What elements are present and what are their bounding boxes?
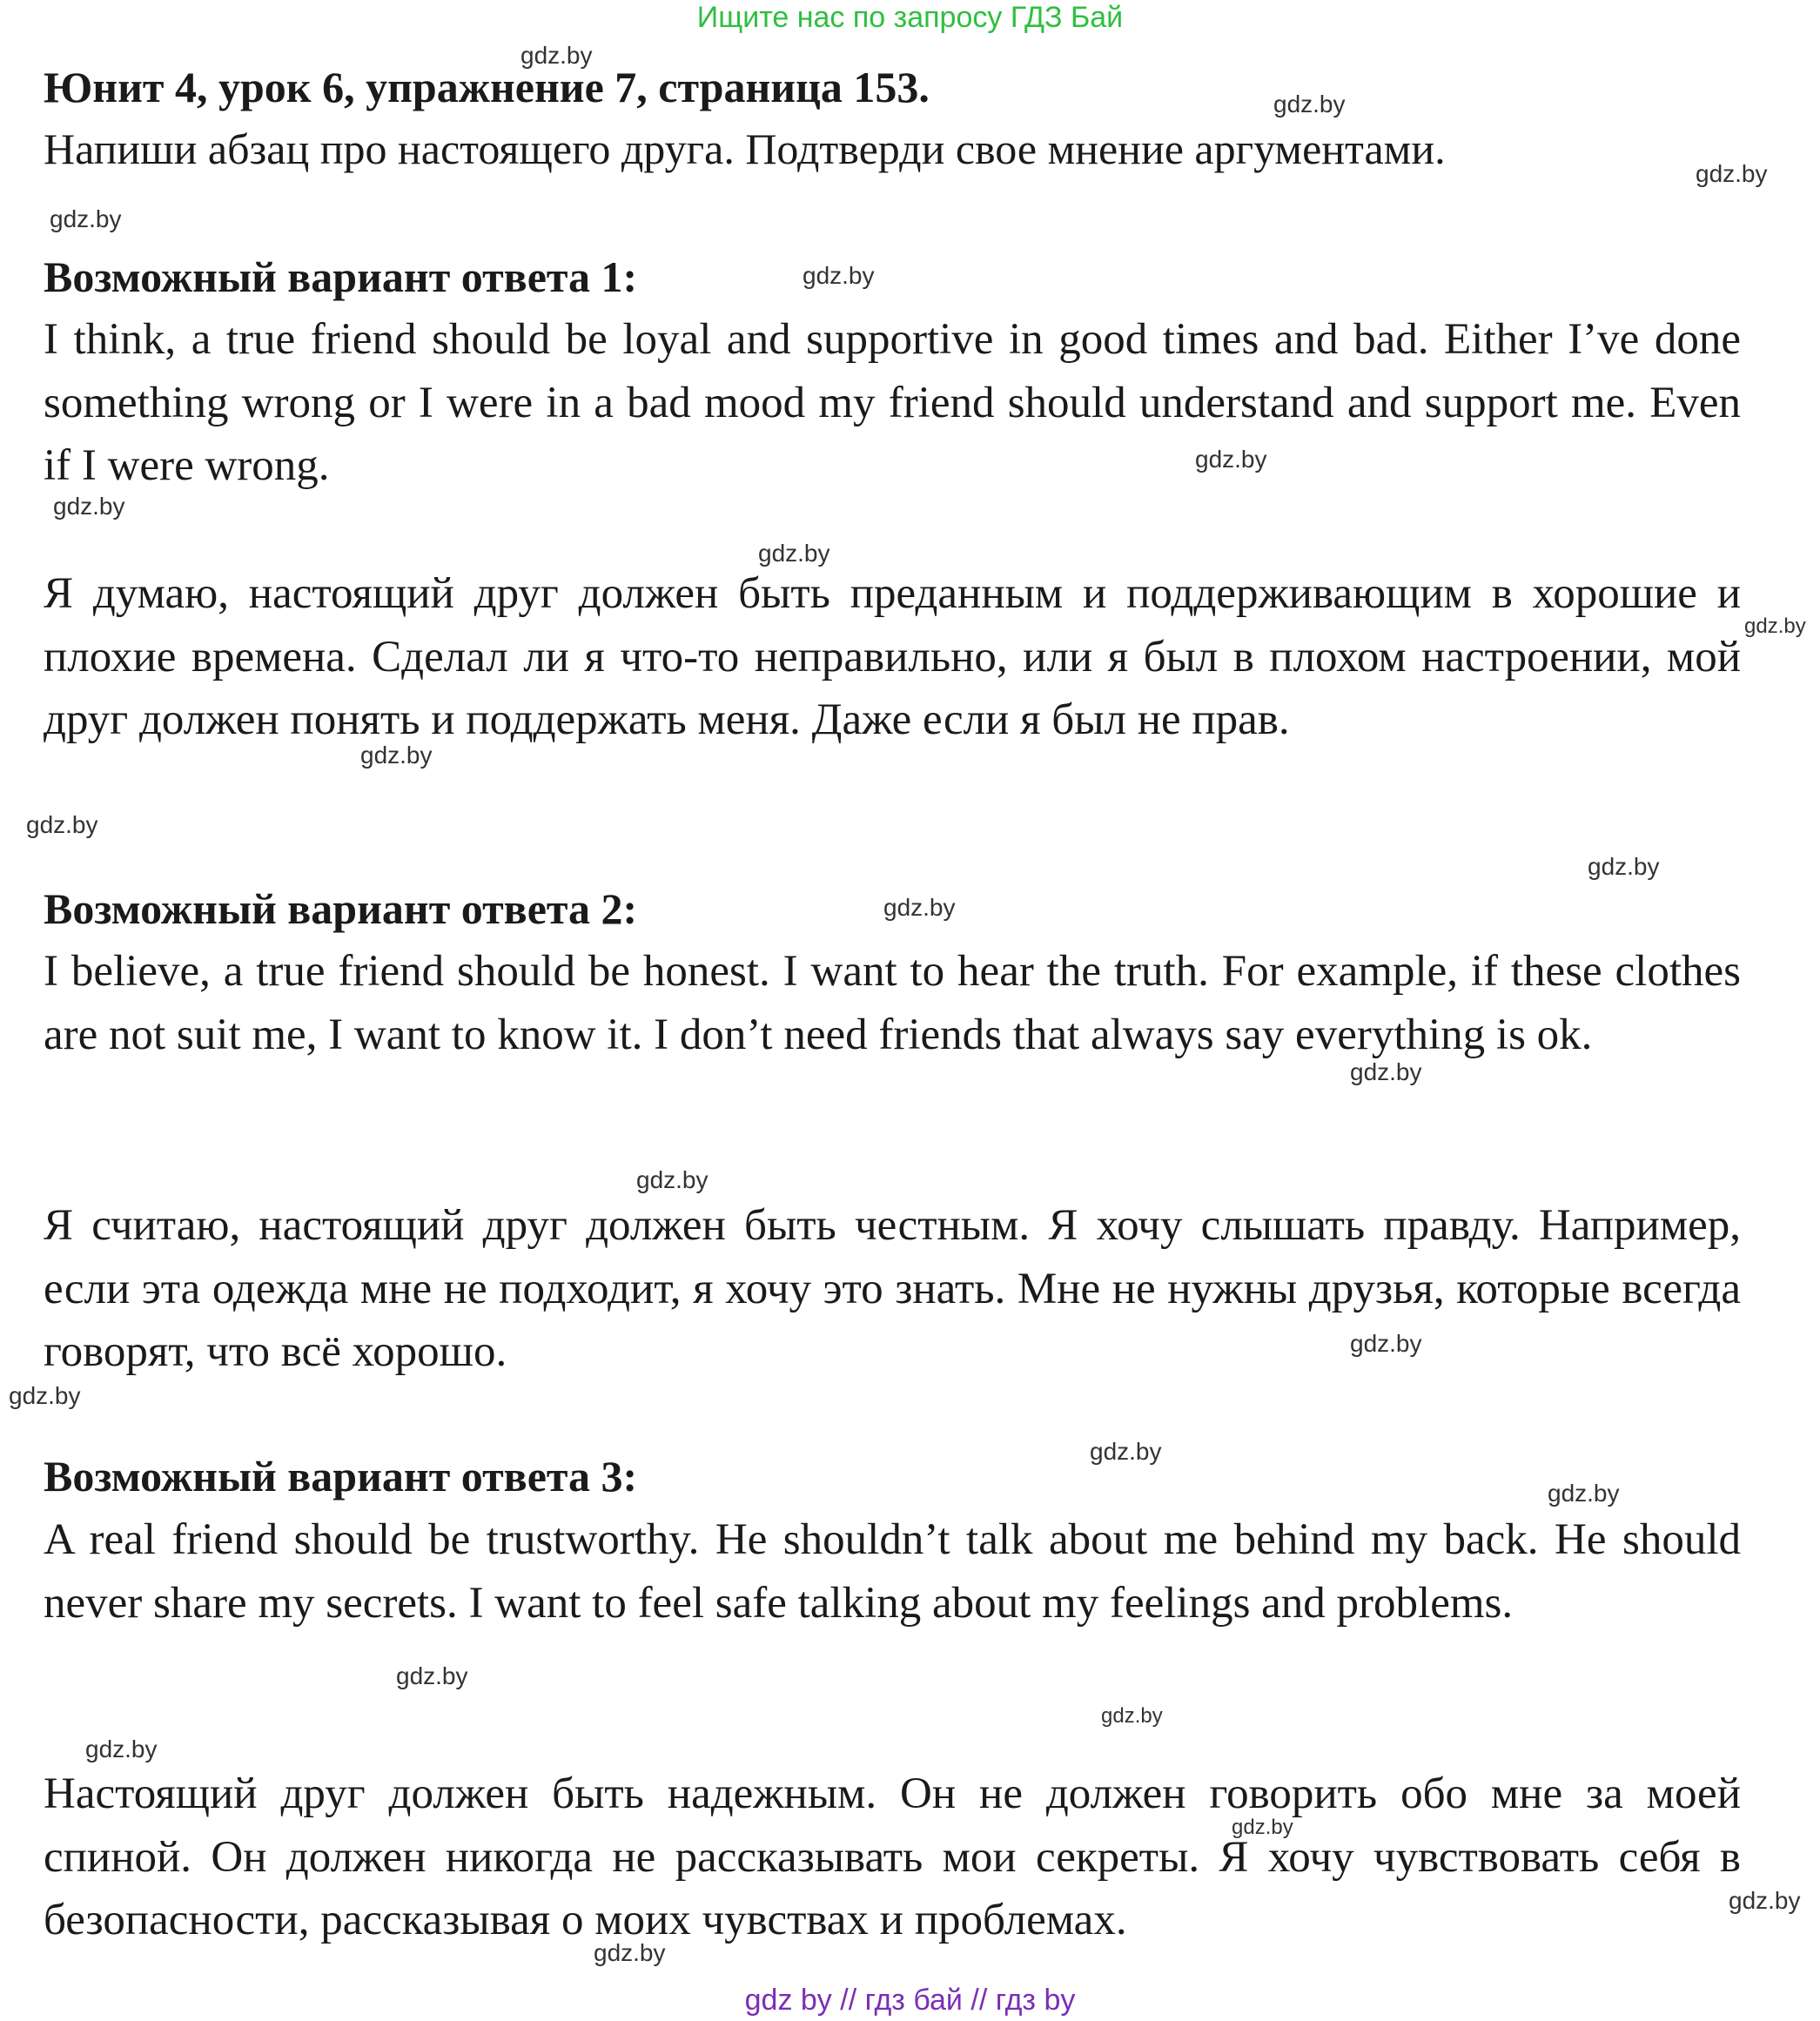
watermark: gdz.by (9, 1382, 81, 1409)
answer-3-english: A real friend should be trustworthy. He shouldn’t talk about me behind my back. He should never share my secrets. I want to feel safe talking about my feelings and problems. (44, 1515, 1741, 1628)
top-banner-link[interactable]: Ищите нас по запросу ГДЗ Бай (696, 1, 1124, 34)
watermark: gdz.by (1350, 1058, 1422, 1085)
watermark: gdz.by (53, 493, 125, 520)
answer-2-heading: Возможный вариант ответа 2: (44, 884, 638, 933)
answer-3-heading: Возможный вариант ответа 3: (44, 1452, 638, 1501)
answer-1-english: I think, a true friend should be loyal and supportive in good times and bad. Either I’ve done something wrong or I were in a bad mood my friend should understand and support me. Even if I were wrong. (44, 315, 1741, 490)
watermark: gdz.by (50, 205, 122, 232)
watermark: gdz.by (1350, 1330, 1422, 1357)
watermark: gdz.by (1195, 446, 1267, 473)
watermark: gdz.by (520, 42, 593, 69)
watermark: gdz.by (1090, 1438, 1162, 1465)
watermark: gdz.by (1729, 1887, 1801, 1914)
watermark: gdz.by (883, 894, 956, 921)
page-title: Юнит 4, урок 6, упражнение 7, страница 153. (44, 63, 930, 111)
watermark: gdz.by (803, 262, 875, 289)
watermark: gdz.by (1273, 91, 1346, 118)
watermark: gdz.by (26, 811, 98, 838)
watermark: gdz.by (360, 742, 433, 769)
answer-2-russian: Я считаю, настоящий друг должен быть честным. Я хочу слышать правду. Например, если эта одежда мне не подходит, я хочу это знать. Мне не нужны друзья, которые всегда говорят, что всё хорошо. (44, 1201, 1741, 1376)
watermark: gdz.by (396, 1662, 468, 1689)
answer-1-russian: Я думаю, настоящий друг должен быть преданным и поддерживающим в хорошие и плохие времена. Сделал ли я что-то неправильно, или я был в плохом настроении, мой друг должен понять и поддержать меня. Даже если я был не прав. (44, 569, 1741, 744)
watermark: gdz.by (1232, 1816, 1293, 1839)
answer-1-heading: Возможный вариант ответа 1: (44, 252, 638, 301)
watermark: gdz.by (636, 1166, 709, 1193)
watermark: gdz.by (1588, 853, 1660, 880)
watermark: gdz.by (85, 1736, 158, 1762)
task-text: Напиши абзац про настоящего друга. Подтверди свое мнение аргументами. (44, 124, 1446, 173)
watermark: gdz.by (1548, 1480, 1620, 1507)
watermark: gdz.by (1696, 160, 1768, 187)
bottom-banner-links[interactable]: gdz by // гдз бай // гдз by (744, 1984, 1076, 2017)
watermark: gdz.by (1744, 614, 1806, 638)
watermark: gdz.by (594, 1939, 666, 1966)
answer-3-russian: Настоящий друг должен быть надежным. Он не должен говорить обо мне за моей спиной. Он должен никогда не рассказывать мои секреты. Я хочу чувствовать себя в безопасности, рассказывая о моих чувствах и проблемах. (44, 1769, 1741, 1944)
watermark: gdz.by (758, 540, 830, 567)
watermark: gdz.by (1101, 1704, 1163, 1728)
answer-2-english: I believe, a true friend should be honest. I want to hear the truth. For example, if these clothes are not suit me, I want to know it. I don’t need friends that always say everything is ok. (44, 947, 1741, 1059)
